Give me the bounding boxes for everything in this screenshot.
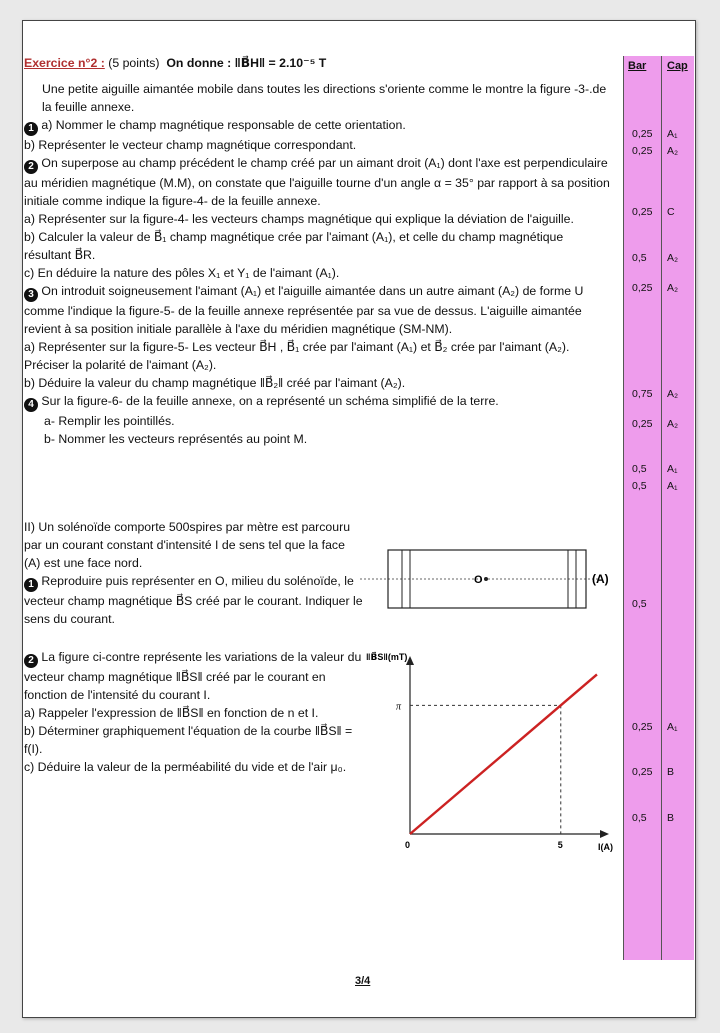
grade-bar: 0,5: [632, 598, 647, 610]
question-number-badge: 3: [24, 288, 38, 302]
question-1a-text: a) Nommer le champ magnétique responsable de cette orientation.: [41, 118, 406, 132]
question-2c: c) En déduire la nature des pôles X₁ et Y₁ de l'aimant (A₁).: [24, 266, 340, 280]
question-4a: a- Remplir les pointillés.: [44, 414, 175, 428]
question-number-badge: 4: [24, 398, 38, 412]
question-3a: a) Représenter sur la figure-5- Les vecteur B⃗H , B⃗₁ crée par l'aimant (A₁) et B⃗₂ crée par l'aimant (A₂). Préciser la polarité de l'aimant (A₂).: [24, 340, 570, 372]
page-number: 3/4: [355, 975, 371, 987]
grade-cap: A₁: [667, 480, 678, 492]
x-tick-label: 5: [557, 840, 563, 850]
intro-text: Une petite aiguille aimantée mobile dans toutes les directions s'oriente comme le montre la figure -3-.de la feuille annexe.: [42, 82, 607, 114]
x-axis-label: I(A): [598, 842, 613, 852]
grade-bar: 0,25: [632, 766, 653, 778]
grade-bar: 0,75: [632, 388, 653, 400]
part-2-question-2-text: La figure ci-contre représente les variations de la valeur du vecteur champ magnétique ‖B⃗S‖ créé par le courant en fonction de l'intensité du courant I.: [24, 650, 362, 702]
given-label: On donne :: [166, 56, 232, 70]
exercise-title: Exercice n°2 :: [24, 56, 105, 70]
grade-bar: 0,25: [632, 282, 653, 294]
x-axis-arrow-icon: [600, 830, 609, 838]
bar-header: Bar: [628, 60, 647, 72]
grade-bar: 0,5: [632, 463, 647, 475]
grade-bar: 0,25: [632, 418, 653, 430]
solenoid-face-label: (A): [592, 572, 609, 586]
grade-cap: A₂: [667, 145, 679, 157]
grade-cap: B: [667, 766, 675, 778]
grade-cap: B: [667, 812, 675, 824]
part-2-question-2b: b) Déterminer graphiquement l'équation de la courbe ‖B⃗S‖ = f(I).: [24, 724, 353, 756]
question-1b: b) Représenter le vecteur champ magnétique correspondant.: [24, 138, 357, 152]
question-2b: b) Calculer la valeur de B⃗₁ champ magnétique crée par l'aimant (A₁), et celle du champ magnétique résultant B⃗R.: [24, 230, 564, 262]
question-number-badge: 1: [24, 578, 38, 592]
grade-cap: A₂: [667, 282, 679, 294]
grade-bar: 0,25: [632, 145, 653, 157]
grade-cap: A₁: [667, 721, 678, 733]
question-number-badge: 1: [24, 122, 38, 136]
y-tick-label: π: [396, 701, 402, 713]
y-axis-label: ‖B⃗S‖(mT): [366, 652, 408, 662]
question-4-text: Sur la figure-6- de la feuille annexe, on a représenté un schéma simplifié de la terre.: [41, 394, 499, 408]
question-4b: b- Nommer les vecteurs représentés au point M.: [44, 432, 308, 446]
cap-header: Cap: [667, 60, 688, 72]
grade-bar: 0,5: [632, 252, 647, 264]
question-2a: a) Représenter sur la figure-4- les vecteurs champs magnétique qui explique la déviation de l'aiguille.: [24, 212, 574, 226]
grade-cap: A₂: [667, 388, 679, 400]
solenoid-center-label: O: [474, 574, 483, 586]
grade-cap: A₂: [667, 418, 679, 430]
part-2-question-2a: a) Rappeler l'expression de ‖B⃗S‖ en fonction de n et I.: [24, 706, 319, 720]
part-2-question-1-text: Reproduire puis représenter en O, milieu du solénoïde, le vecteur champ magnétique B⃗S créé par le courant. Indiquer le sens du courant.: [24, 574, 363, 626]
question-3-text: On introduit soigneusement l'aimant (A₁) et l'aiguille aimantée dans un autre aimant (A₂) de forme U comme l'indique la figure-5- de la feuille annexe représentée par sa vue de dessus. L'aiguille aimantée revient à sa position initiale parallèle à l'axe du méridien magnétique (SM-NM).: [24, 284, 584, 336]
part-2-intro: II) Un solénoïde comporte 500spires par mètre est parcouru par un courant constant d'intensité I de sens tel que la face (A) est une face nord.: [24, 520, 351, 570]
question-number-badge: 2: [24, 654, 38, 668]
grade-bar: 0,25: [632, 721, 653, 733]
grade-bar: 0,25: [632, 206, 653, 218]
grade-bar: 0,25: [632, 128, 653, 140]
grade-cap: C: [667, 206, 675, 218]
grade-bar: 0,5: [632, 812, 647, 824]
origin-label: 0: [405, 840, 411, 850]
data-line: [410, 674, 597, 834]
part-2-question-2c: c) Déduire la valeur de la perméabilité du vide et de l'air μ₀.: [24, 760, 347, 774]
given-value: ‖B⃗H‖ = 2.10⁻⁵ T: [234, 56, 327, 70]
question-number-badge: 2: [24, 160, 38, 174]
exercise-points: (5 points): [108, 56, 160, 70]
grade-cap: A₁: [667, 128, 678, 140]
question-2-text: On superpose au champ précédent le champ créé par un aimant droit (A₁) dont l'axe est perpendiculaire au méridien magnétique (M.M), on constate que l'aiguille tourne d'un angle α = 35° par rapport à sa position initiale comme indique la figure-4- de la feuille annexe.: [24, 156, 610, 208]
question-3b: b) Déduire la valeur du champ magnétique ‖B⃗₂‖ créé par l'aimant (A₂).: [24, 376, 406, 390]
grade-cap: A₁: [667, 463, 678, 475]
grade-bar: 0,5: [632, 480, 647, 492]
grade-cap: A₂: [667, 252, 679, 264]
